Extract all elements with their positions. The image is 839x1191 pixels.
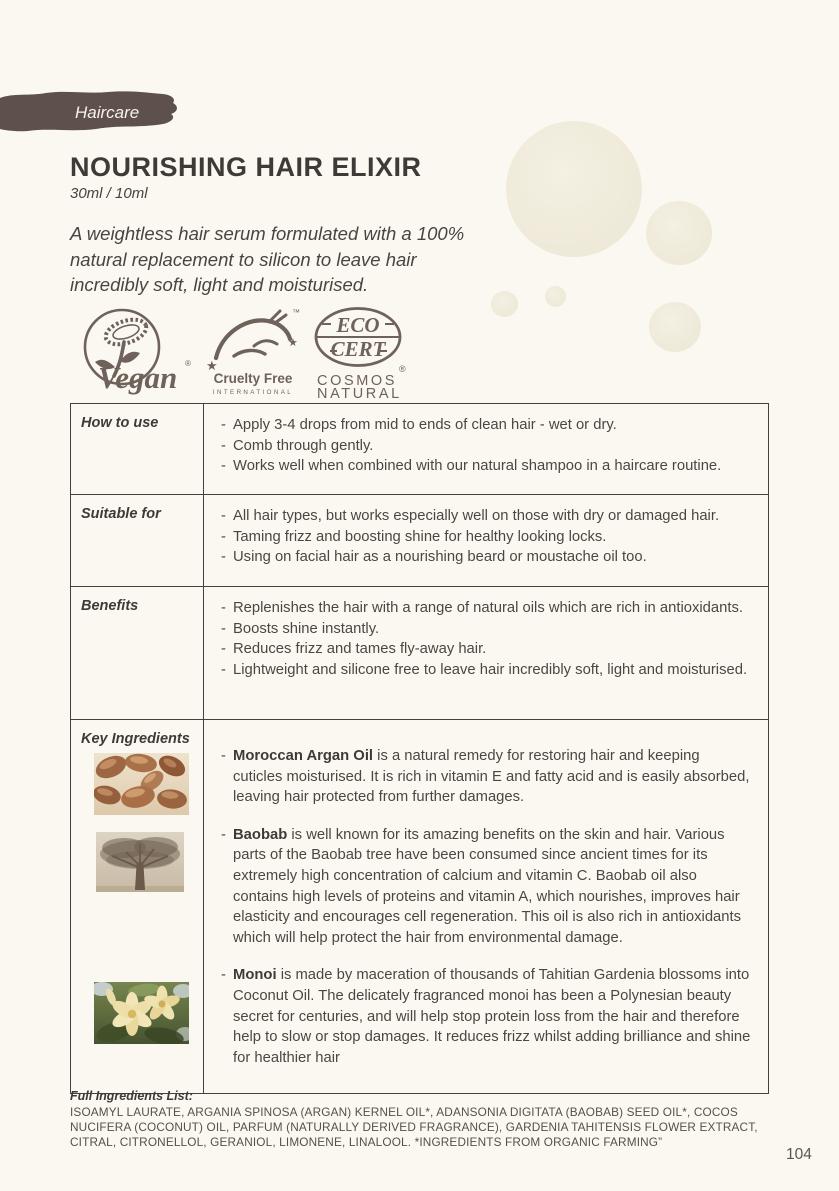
table-row-key-ingredients bbox=[71, 719, 768, 1093]
cosmos-text: COSMOS bbox=[317, 373, 398, 389]
ingredient-text: is a natural remedy for restoring hair and keeping cuticles moisturised. It is rich in vitamin E and fatty acid and is easily absorbed, leaving hair protected from further damages. bbox=[233, 748, 750, 806]
row-label: Benefits bbox=[71, 587, 204, 719]
bullet-item: - Works well when combined with our natural shampoo in a haircare routine. bbox=[204, 456, 752, 477]
bullet-item: - Replenishes the hair with a range of natural oils which are rich in antioxidants. bbox=[204, 598, 752, 619]
ecocert-registered-mark: ® bbox=[399, 364, 406, 374]
ingredient-entry bbox=[204, 825, 752, 949]
row-label: How to use bbox=[71, 404, 204, 494]
argan-nuts-image bbox=[94, 753, 189, 815]
cruelty-free-leaping-bunny-logo-icon bbox=[204, 306, 304, 398]
ingredient-name: Baobab bbox=[233, 826, 288, 843]
bunny-star-right: ★ bbox=[288, 337, 298, 349]
vegan-logo-icon bbox=[68, 306, 196, 398]
row-label-cell bbox=[71, 720, 204, 1093]
page-number: 104 bbox=[786, 1146, 812, 1163]
row-label: Suitable for bbox=[71, 495, 204, 586]
oil-drop-large bbox=[506, 121, 642, 257]
ingredient-text: is well known for its amazing benefits on the skin and hair. Various parts of the Baobab tree have been consumed since ancient times for its extremely high concentration of calcium and vitamin C. Baobab oil also contains high levels of proteins and vitamin A, which nourishes, improves hair elasticity and encourages cell regeneration. This oil is also rich in antioxidants which will help protect the hair from environmental damage. bbox=[233, 826, 742, 946]
category-tag-label: Haircare bbox=[75, 103, 140, 122]
ecocert-cert-text: CERT bbox=[330, 337, 386, 361]
full-ingredients-label: Full Ingredients List: bbox=[70, 1089, 193, 1103]
ingredient-entry bbox=[204, 746, 752, 808]
bunny-star-left: ★ bbox=[206, 358, 218, 373]
oil-drop-small bbox=[491, 291, 518, 317]
oil-drop-medium bbox=[649, 302, 701, 352]
table-row-how-to-use bbox=[71, 404, 768, 494]
ingredient-name: Monoi bbox=[233, 967, 277, 984]
bullet-item: - Boosts shine instantly. bbox=[204, 619, 752, 640]
table-row-suitable-for bbox=[71, 494, 768, 586]
brush-stroke-icon bbox=[0, 89, 180, 134]
row-label: Key Ingredients bbox=[81, 731, 190, 747]
full-ingredients-text: ISOAMYL LAURATE, ARGANIA SPINOSA (ARGAN) KERNEL OIL*, ADANSONIA DIGITATA (BAOBAB) SEED OIL*, COCOS NUCIFERA (COCONUT) OIL, PARFUM (NATURALLY DERIVED FRAGRANCE), GARDENIA TAHITENSIS FLOWER EXTRACT, CITRAL, CITRONELLOL, GERANIOL, LIMONENE, LINALOOL. *INGREDIENTS FROM ORGANIC FARMING” bbox=[70, 1105, 758, 1149]
ingredient-entry bbox=[204, 965, 752, 1068]
product-title: NOURISHING HAIR ELIXIR bbox=[70, 152, 422, 182]
table-row-benefits bbox=[71, 586, 768, 719]
product-spec-table bbox=[70, 403, 769, 1094]
ingredient-text: is made by maceration of thousands of Tahitian Gardenia blossoms into Coconut Oil. The delicately fragranced monoi has been a Polynesian beauty secret for centuries, and will help stop protein loss from the hair and therefore help to slow or stop damages. It reduces frizz whilst adding brilliance and shine for healthier hair bbox=[233, 967, 751, 1066]
oil-drop-small bbox=[545, 286, 566, 307]
row-content bbox=[204, 720, 768, 1093]
row-content bbox=[204, 495, 768, 586]
full-ingredients-section bbox=[70, 1089, 776, 1150]
cruelty-free-label: Cruelty Free bbox=[213, 371, 293, 386]
row-content bbox=[204, 404, 768, 494]
category-tag bbox=[0, 89, 180, 134]
natural-text: NATURAL bbox=[317, 386, 402, 398]
ecocert-eco-text: ECO bbox=[336, 313, 380, 337]
vegan-registered-mark: ® bbox=[185, 359, 191, 368]
bullet-item: - All hair types, but works especially well on those with dry or damaged hair. bbox=[204, 506, 752, 527]
bullet-item: - Lightweight and silicone free to leave hair incredibly soft, light and moisturised. bbox=[204, 660, 752, 681]
cruelty-free-sublabel: INTERNATIONAL bbox=[212, 389, 294, 396]
bunny-tm-mark: ™ bbox=[292, 308, 300, 317]
gardenia-flowers-image bbox=[94, 982, 189, 1044]
ingredient-name: Moroccan Argan Oil bbox=[233, 748, 374, 764]
bullet-item: - Reduces frizz and tames fly-away hair. bbox=[204, 639, 752, 660]
baobab-tree-image bbox=[96, 832, 184, 892]
vegan-label: Vegan bbox=[98, 360, 178, 395]
product-description: A weightless hair serum formulated with a 100% natural replacement to silicon to leave hair incredibly soft, light and moisturised. bbox=[70, 223, 465, 295]
bullet-item: - Comb through gently. bbox=[204, 436, 752, 457]
bullet-item: - Apply 3-4 drops from mid to ends of clean hair - wet or dry. bbox=[204, 415, 752, 436]
row-content bbox=[204, 587, 768, 719]
bullet-item: - Taming frizz and boosting shine for healthy looking locks. bbox=[204, 527, 752, 548]
bullet-item: - Using on facial hair as a nourishing beard or moustache oil too. bbox=[204, 547, 752, 568]
ecocert-cosmos-natural-logo-icon bbox=[313, 306, 409, 398]
oil-drop-medium bbox=[646, 201, 712, 265]
product-sizes: 30ml / 10ml bbox=[70, 185, 148, 202]
